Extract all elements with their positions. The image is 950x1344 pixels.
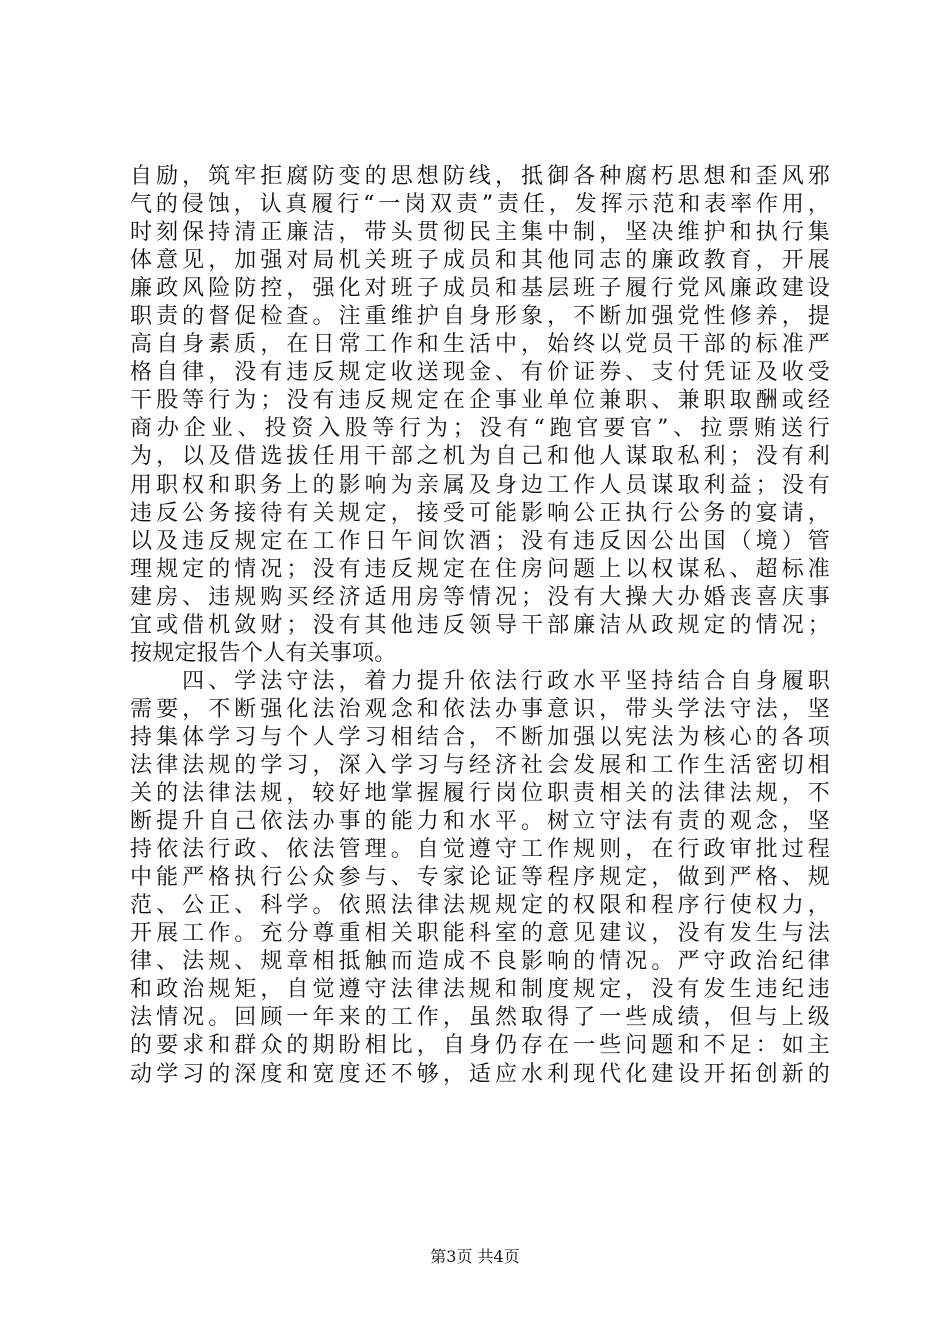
text-line: 用职权和职务上的影响为亲属及身边工作人员谋取利益；没有 — [130, 472, 830, 498]
text-line: 持依法行政、依法管理。自觉遵守工作规则，在行政审批过程 — [130, 837, 830, 863]
text-line: 职责的督促检查。注重维护自身形象，不断加强党性修养，提 — [130, 304, 830, 330]
text-line: 干股等行为；没有违反规定在企事业单位兼职、兼职取酬或经 — [130, 388, 830, 414]
text-line: 开展工作。充分尊重相关职能科室的意见建议，没有发生与法 — [130, 921, 830, 947]
text-line: 范、公正、科学。依照法律法规规定的权限和程序行使权力， — [130, 893, 830, 919]
text-line: 以及违反规定在工作日午间饮酒；没有违反因公出国（境）管 — [130, 528, 830, 554]
text-line: 和政治规矩，自觉遵守法律法规和制度规定，没有发生违纪违 — [130, 977, 830, 1003]
text-line: 需要，不断强化法治观念和依法办事意识，带头学法守法，坚 — [130, 696, 830, 722]
body-text — [130, 163, 830, 1089]
text-line: 建房、违规购买经济适用房等情况；没有大操大办婚丧喜庆事 — [130, 584, 830, 610]
text-line: 关的法律法规，较好地掌握履行岗位职责相关的法律法规，不 — [130, 781, 830, 807]
text-line: 体意见，加强对局机关班子成员和其他同志的廉政教育，开展 — [130, 248, 830, 274]
text-line: 持集体学习与个人学习相结合，不断加强以宪法为核心的各项 — [130, 724, 830, 750]
text-line: 格自律，没有违反规定收送现金、有价证券、支付凭证及收受 — [130, 360, 830, 386]
text-line: 为，以及借选拔任用干部之机为自己和他人谋取私利；没有利 — [130, 444, 830, 470]
text-line: 法律法规的学习，深入学习与经济社会发展和工作生活密切相 — [130, 752, 830, 778]
text-line: 宜或借机敛财；没有其他违反领导干部廉洁从政规定的情况； — [130, 612, 830, 638]
text-line: 自励，筑牢拒腐防变的思想防线，抵御各种腐朽思想和歪风邪 — [130, 164, 830, 189]
text-line: 气的侵蚀，认真履行“一岗双责”责任，发挥示范和表率作用， — [130, 192, 830, 218]
text-line: 动学习的深度和宽度还不够，适应水利现代化建设开拓创新的 — [130, 1061, 830, 1087]
text-line: 理规定的情况；没有违反规定在住房问题上以权谋私、超标准 — [130, 556, 830, 582]
text-line: 律、法规、规章相抵触而造成不良影响的情况。严守政治纪律 — [130, 949, 830, 975]
text-line: 商办企业、投资入股等行为；没有“跑官要官”、拉票贿送行 — [130, 416, 830, 442]
text-line: 按规定报告个人有关事项。 — [130, 640, 397, 666]
text-line: 高自身素质，在日常工作和生活中，始终以党员干部的标准严 — [130, 332, 830, 358]
text-line: 廉政风险防控，强化对班子成员和基层班子履行党风廉政建设 — [130, 276, 830, 302]
text-line: 四、学法守法，着力提升依法行政水平坚持结合自身履职 — [130, 668, 830, 694]
text-line: 的要求和群众的期盼相比，自身仍存在一些问题和不足：如主 — [130, 1033, 830, 1059]
text-line: 法情况。回顾一年来的工作，虽然取得了一些成绩，但与上级 — [130, 1005, 830, 1031]
text-line: 中能严格执行公众参与、专家论证等程序规定，做到严格、规 — [130, 865, 830, 891]
page-footer: 第3页 共4页 — [430, 1247, 520, 1266]
text-line: 时刻保持清正廉洁，带头贯彻民主集中制，坚决维护和执行集 — [130, 220, 830, 246]
text-line: 违反公务接待有关规定，接受可能影响公正执行公务的宴请， — [130, 500, 830, 526]
text-line: 断提升自己依法办事的能力和水平。树立守法有责的观念，坚 — [130, 809, 830, 835]
